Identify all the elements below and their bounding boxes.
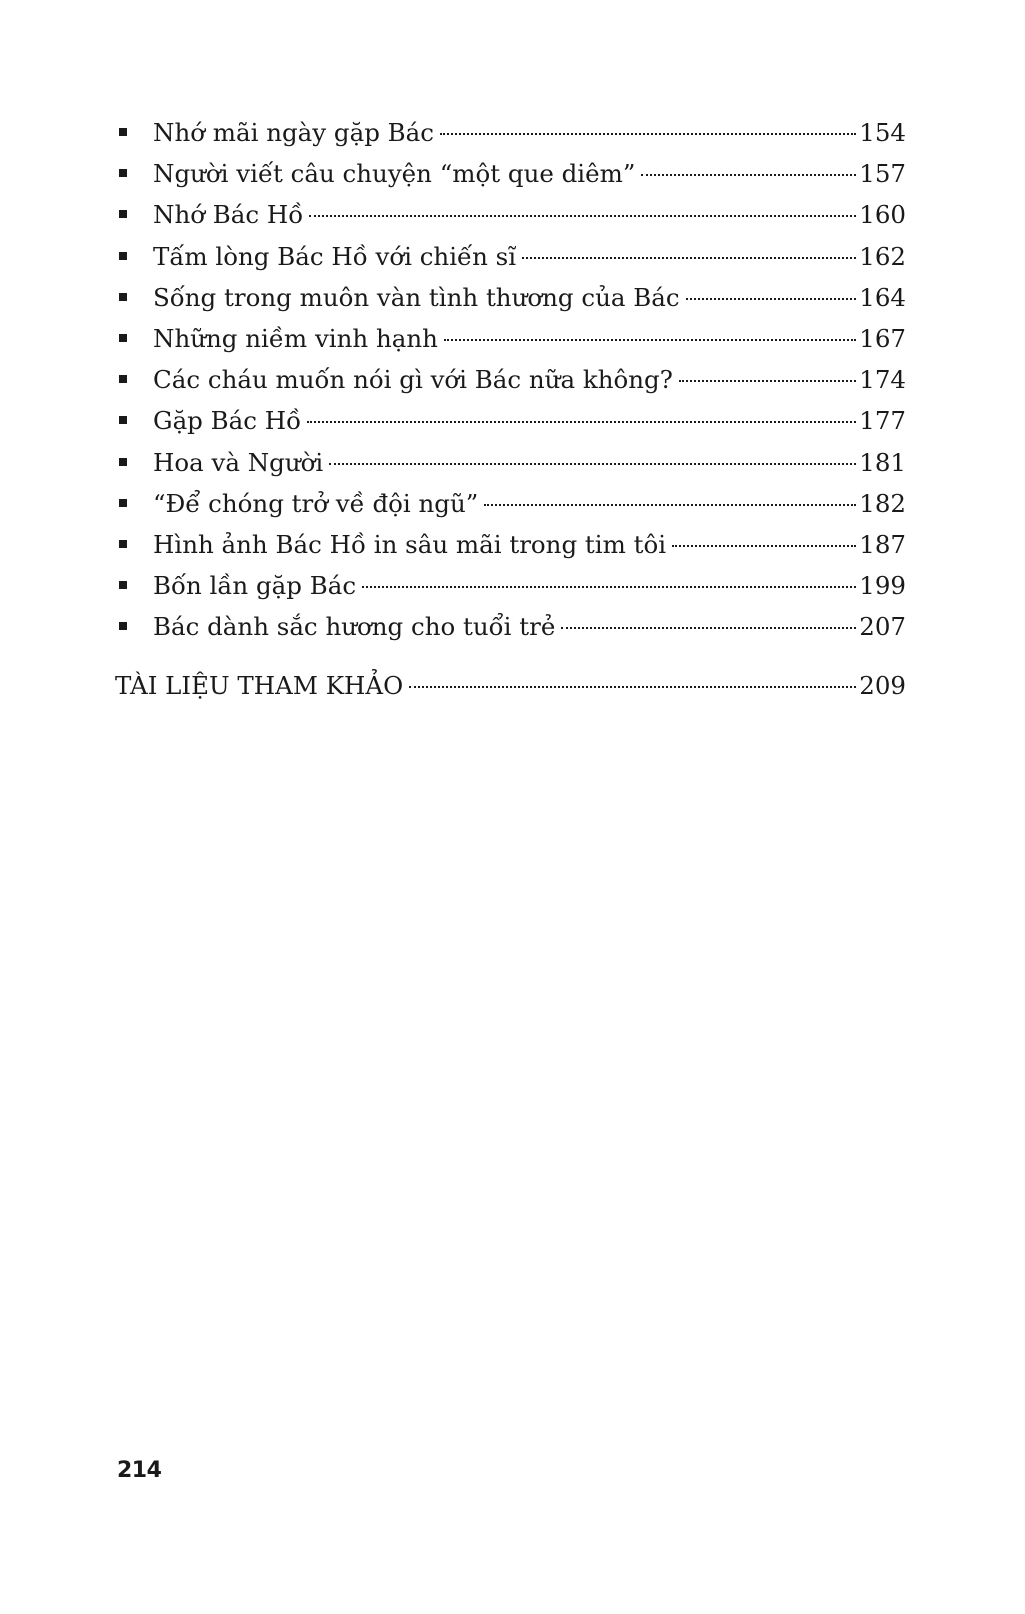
dot-leader xyxy=(561,627,856,629)
square-bullet-icon xyxy=(119,540,127,548)
square-bullet-icon xyxy=(119,375,127,383)
toc-entry[interactable] xyxy=(115,153,906,194)
toc-entry-title: Hình ảnh Bác Hồ in sâu mãi trong tim tôi xyxy=(153,529,667,559)
dot-leader xyxy=(686,298,857,300)
dot-leader xyxy=(641,174,856,176)
dot-leader xyxy=(484,504,856,506)
square-bullet-icon xyxy=(119,128,127,136)
toc-entry[interactable] xyxy=(115,236,906,277)
toc-entry-page: 174 xyxy=(859,365,906,395)
toc-entry[interactable] xyxy=(115,524,906,565)
toc-entry-page: 177 xyxy=(859,406,906,436)
square-bullet-icon xyxy=(119,499,127,507)
square-bullet-icon xyxy=(119,252,127,260)
toc-entry-page: 164 xyxy=(859,282,906,312)
dot-leader xyxy=(522,257,856,259)
square-bullet-icon xyxy=(119,210,127,218)
toc-entry[interactable] xyxy=(115,277,906,318)
toc-entry-page: 199 xyxy=(859,571,906,601)
dot-leader xyxy=(309,215,856,217)
toc-entry-page: 157 xyxy=(859,159,906,189)
square-bullet-icon xyxy=(119,622,127,630)
toc-entry[interactable] xyxy=(115,112,906,153)
toc-entry[interactable] xyxy=(115,194,906,235)
toc-entry-page: 187 xyxy=(859,529,906,559)
toc-entry-title: Bác dành sắc hương cho tuổi trẻ xyxy=(153,612,556,642)
toc-entry-title: Nhớ mãi ngày gặp Bác xyxy=(153,118,435,147)
square-bullet-icon xyxy=(119,169,127,177)
toc-entry[interactable] xyxy=(115,606,906,647)
table-of-contents xyxy=(115,112,906,707)
toc-entry[interactable] xyxy=(115,483,906,524)
references-page: 209 xyxy=(859,671,906,701)
dot-leader xyxy=(444,339,856,341)
toc-entry-title: Những niềm vinh hạnh xyxy=(153,323,438,353)
square-bullet-icon xyxy=(119,334,127,342)
toc-entry-title: Hoa và Người xyxy=(153,447,324,477)
dot-leader xyxy=(440,133,856,135)
toc-entry[interactable] xyxy=(115,442,906,483)
toc-entry-page: 182 xyxy=(859,488,906,518)
toc-entry-references[interactable] xyxy=(115,665,906,706)
toc-entry-page: 167 xyxy=(859,323,906,353)
toc-entry-page: 181 xyxy=(859,447,906,477)
toc-entry[interactable] xyxy=(115,359,906,400)
page-number: 214 xyxy=(117,1458,162,1483)
toc-entry-page: 162 xyxy=(859,241,906,271)
dot-leader xyxy=(329,463,856,465)
toc-entry-page: 154 xyxy=(859,118,906,147)
toc-entry-title: Nhớ Bác Hồ xyxy=(153,200,304,230)
toc-entry-title: Bốn lần gặp Bác xyxy=(153,571,357,601)
toc-entry[interactable] xyxy=(115,318,906,359)
toc-entry[interactable] xyxy=(115,400,906,441)
dot-leader xyxy=(679,380,856,382)
square-bullet-icon xyxy=(119,458,127,466)
toc-entry-title: Sống trong muôn vàn tình thương của Bác xyxy=(153,282,680,312)
toc-entry-page: 160 xyxy=(859,200,906,230)
square-bullet-icon xyxy=(119,416,127,424)
square-bullet-icon xyxy=(119,581,127,589)
references-title: TÀI LIỆU THAM KHẢO xyxy=(115,671,404,701)
toc-entry-page: 207 xyxy=(859,612,906,642)
toc-entry-title: Người viết câu chuyện “một que diêm” xyxy=(153,159,636,189)
dot-leader xyxy=(307,421,856,423)
dot-leader xyxy=(672,545,856,547)
dot-leader xyxy=(362,586,856,588)
toc-entry[interactable] xyxy=(115,565,906,606)
toc-entry-title: “Để chóng trở về đội ngũ” xyxy=(153,488,479,518)
dot-leader xyxy=(409,686,856,688)
toc-entry-title: Tấm lòng Bác Hồ với chiến sĩ xyxy=(153,241,517,271)
toc-entry-title: Các cháu muốn nói gì với Bác nữa không? xyxy=(153,365,673,395)
toc-entry-title: Gặp Bác Hồ xyxy=(153,406,302,436)
square-bullet-icon xyxy=(119,293,127,301)
